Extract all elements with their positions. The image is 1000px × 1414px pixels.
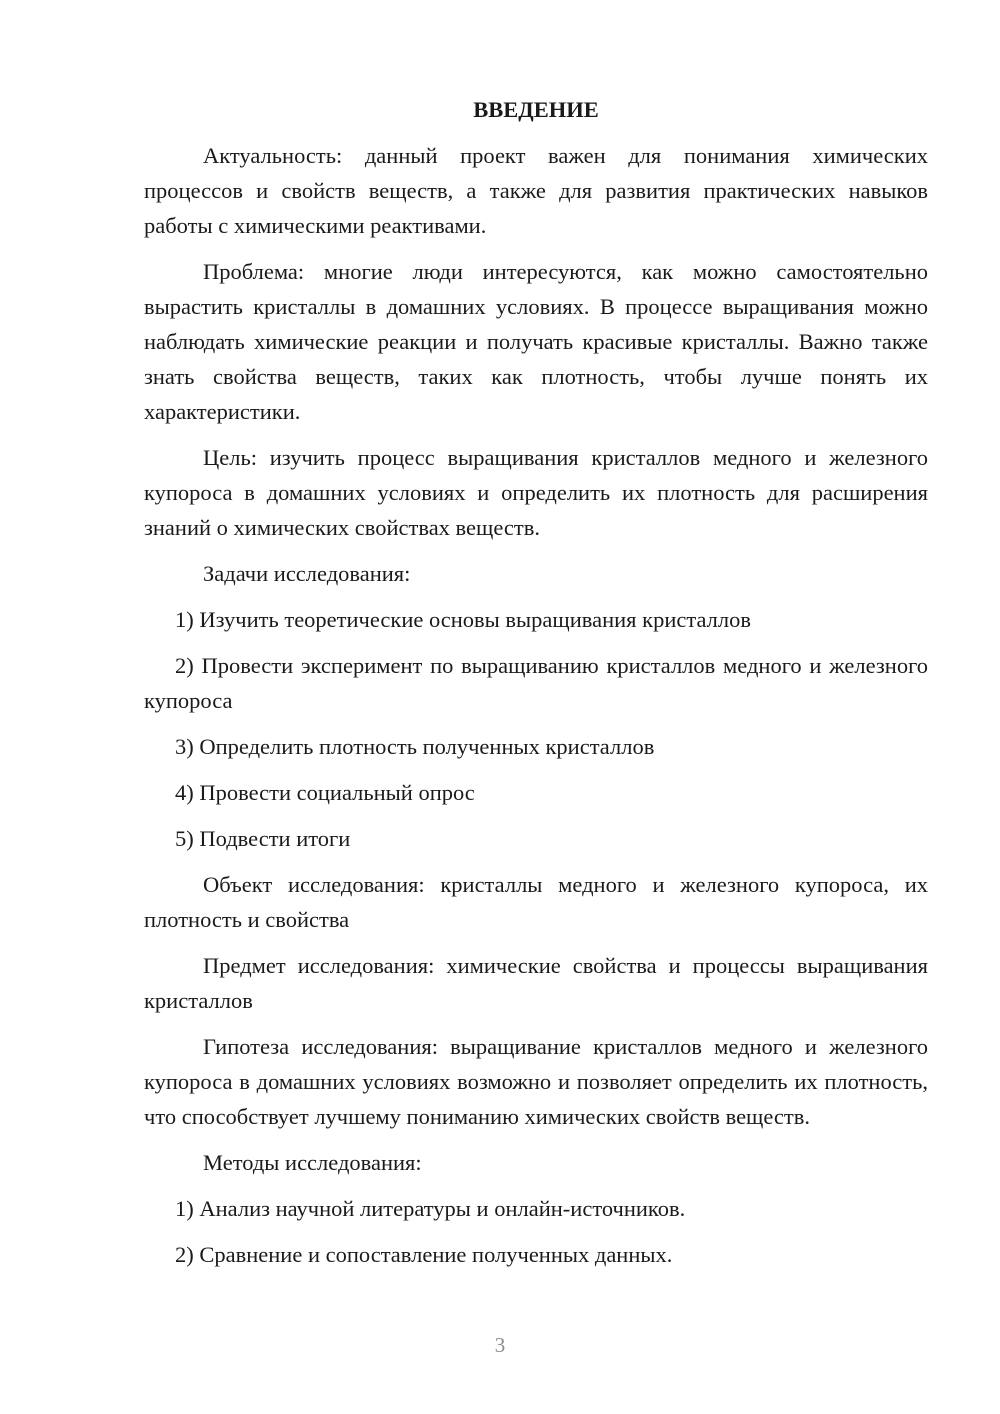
paragraph-object: Объект исследования: кристаллы медного и железного купороса, их плотность и свойства (144, 872, 928, 932)
task-item-4: 4) Провести социальный опрос (175, 780, 475, 805)
paragraph-subject: Предмет исследования: химические свойства и процессы выращивания кристаллов (144, 953, 928, 1013)
page-number: 3 (494, 1333, 506, 1357)
paragraph-goal: Цель: изучить процесс выращивания кристаллов медного и железного купороса в домашних условиях и определить их плотность для расширения знаний о химических свойствах веществ. (144, 445, 928, 540)
method-item-2: 2) Сравнение и сопоставление полученных данных. (175, 1242, 673, 1267)
task-item-5: 5) Подвести итоги (175, 826, 351, 851)
document-page (144, 92, 928, 1283)
task-item-1: 1) Изучить теоретические основы выращивания кристаллов (175, 607, 751, 632)
method-item-1: 1) Анализ научной литературы и онлайн-источников. (175, 1196, 686, 1221)
task-item-3: 3) Определить плотность полученных кристаллов (175, 734, 655, 759)
tasks-heading: Задачи исследования: (203, 561, 411, 586)
methods-heading: Методы исследования: (203, 1150, 422, 1175)
paragraph-hypothesis: Гипотеза исследования: выращивание кристаллов медного и железного купороса в домашних условиях возможно и позволяет определить их плотность, что способствует лучшему пониманию химических свойств веществ. (144, 1034, 928, 1129)
task-item-2: 2) Провести эксперимент по выращиванию кристаллов медного и железного купороса (144, 653, 928, 713)
paragraph-relevance: Актуальность: данный проект важен для понимания химических процессов и свойств веществ, а также для развития практических навыков работы с химическими реактивами. (144, 143, 928, 238)
paragraph-problem: Проблема: многие люди интересуются, как можно самостоятельно вырастить кристаллы в домашних условиях. В процессе выращивания можно наблюдать химические реакции и получать красивые кристаллы. Важно также знать свойства веществ, таких как плотность, чтобы лучше понять их характеристики. (144, 259, 928, 424)
section-title: ВВЕДЕНИЕ (473, 97, 599, 122)
